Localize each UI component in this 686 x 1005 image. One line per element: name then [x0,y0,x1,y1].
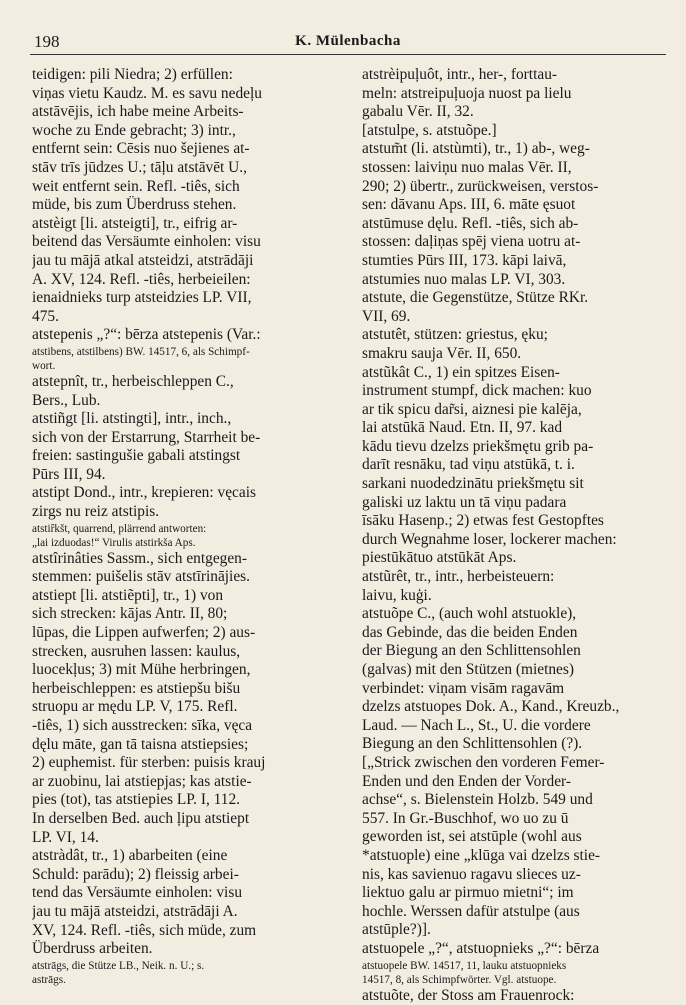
text-line: instrument stumpf, dick machen: kuo [362,382,664,401]
text-line: *atstuople) eine „klūga vai dzelzs stie- [362,847,664,866]
text-line: atstum̃t (li. atstùmti), tr., 1) ab-, weg- [362,140,664,159]
text-line: atstuõpe C., (auch wohl atstuokle), [362,605,664,624]
text-line: Schuld: parādu); 2) fleissig arbei- [32,866,342,885]
text-line: atstūple?)]. [362,921,664,940]
text-line: atstibens, atstilbens) BW. 14517, 6, als Schimpf- [32,345,342,359]
text-line: stemmen: puišelis stāv atstīrinājies. [32,568,342,587]
text-line: [„Strick zwischen den vorderen Femer- [362,754,664,773]
text-line: 557. In Gr.-Buschhof, wo uo zu ū [362,810,664,829]
text-line: lai atstūkā Naud. Etn. II, 97. kad [362,419,664,438]
text-line: atstepenis „?“: bērza atstepenis (Var.: [32,326,342,345]
text-line: atstràdât, tr., 1) abarbeiten (eine [32,847,342,866]
text-line: kādu tievu dzelzs priekšmętu grib pa- [362,438,664,457]
text-line: tend das Versäumte einholen: visu [32,884,342,903]
text-line: weit entfernt sein. Refl. -tiês, sich [32,178,342,197]
text-line: atstepnît, tr., herbeischleppen C., [32,373,342,392]
text-line: teidigen: pili Niedra; 2) erfüllen: [32,66,342,85]
text-line: atstutêt, stützen: griestus, ęku; [362,326,664,345]
text-line: atstute, die Gegenstütze, Stütze RKr. [362,289,664,308]
text-line: atstuõte, der Stoss am Frauenrock: [362,987,664,1005]
text-line: smakru sauja Vēr. II, 650. [362,345,664,364]
text-line: sich strecken: kājas Antr. II, 80; [32,605,342,624]
text-line: entfernt sein: Cēsis nuo šejienes at- [32,140,342,159]
text-line: piestūkātuo atstūkāt Aps. [362,549,664,568]
text-line: gabalu Vēr. II, 32. [362,103,664,122]
text-line: -tiês, 1) sich ausstrecken: sīka, vęca [32,717,342,736]
text-line: dęlu māte, gan tā taisna atstiepsies; [32,736,342,755]
text-line: atstrāgs, die Stütze LB., Neik. n. U.; s. [32,959,342,973]
text-line: liektuo galu ar pirmuo mietni“; im [362,884,664,903]
text-line: In derselben Bed. auch ļipu atstiept [32,810,342,829]
text-line: [atstulpe, s. atstuõpe.] [362,122,664,141]
page-header [30,28,666,55]
text-line: ienaidnieks turp atsteidzies LP. VII, [32,289,342,308]
text-line: müde, bis zum Überdruss stehen. [32,196,342,215]
text-line: ar tik spicu dar̃si, aiznesi pie kalēja, [362,401,664,420]
text-line: atstuopele „?“, atstuopnieks „?“: bērza [362,940,664,959]
text-line: atstiñgt [li. atstingti], intr., inch., [32,410,342,429]
page-number: 198 [34,32,60,52]
text-line: struopu ar mędu LP. V, 175. Refl. [32,698,342,717]
text-line: strecken, ausruhen lassen: kaulus, [32,643,342,662]
text-line: dzelzs atstuopes Dok. A., Kand., Kreuzb., [362,698,664,717]
text-line: luocekļus; 3) mit Mühe herbringen, [32,661,342,680]
text-line: Enden und den Enden der Vorder- [362,773,664,792]
text-line: herbeischleppen: es atstiepšu bišu [32,680,342,699]
text-line: atstiept [li. atstiẽpti], tr., 1) von [32,587,342,606]
text-line: stossen: laiviņu nuo malas Vēr. II, [362,159,664,178]
text-line: jau tu mājā atsteidzi, atstrādāji A. [32,903,342,922]
running-title: K. Mülenbacha [30,33,666,50]
text-line: atstuopele BW. 14517, 11, lauku atstuopnieks [362,959,664,973]
text-line: atstipt Dond., intr., krepieren: vęcais [32,484,342,503]
text-line: geworden ist, sei atstūple (wohl aus [362,828,664,847]
text-line: LP. VI, 14. [32,829,342,848]
text-line: stāv trīs jūdzes U.; tāļu atstāvēt U., [32,159,342,178]
text-line: lūpas, die Lippen aufwerfen; 2) aus- [32,624,342,643]
text-line: galiski uz laktu un tā viņu padara [362,494,664,513]
text-line: durch Wegnahme loser, lockerer machen: [362,531,664,550]
text-line: wort. [32,359,342,373]
text-line: stumties Pūrs III, 173. kāpi laivā, [362,252,664,271]
text-line: Laud. — Nach L., St., U. die vordere [362,717,664,736]
text-line: das Gebinde, das die beiden Enden [362,624,664,643]
text-line: zirgs nu reiz atstipis. [32,503,342,522]
text-line: jau tu mājā atkal atsteidzi, atstrādāji [32,252,342,271]
text-line: atstumies nuo malas LP. VI, 303. [362,271,664,290]
left-column [32,66,342,987]
text-line: viņas vietu Kaudz. M. es savu nedeļu [32,85,342,104]
text-line: atstiȓkšt, quarrend, plärrend antworten: [32,522,342,536]
text-line: atstāvējis, ich habe meine Arbeits- [32,103,342,122]
text-line: atstūmuse dęlu. Refl. -tiês, sich ab- [362,215,664,234]
text-line: nis, kas savienuo ragavu slieces uz- [362,866,664,885]
text-line: 14517, 8, als Schimpfwörter. Vgl. atstuope. [362,973,664,987]
text-line: 475. [32,308,342,327]
text-line: laivu, kuģi. [362,587,664,606]
text-line: sen: dāvanu Aps. III, 6. māte ęsuot [362,196,664,215]
text-line: beitend das Versäumte einholen: visu [32,233,342,252]
text-line: astrāgs. [32,973,342,987]
text-line: Überdruss arbeiten. [32,940,342,959]
text-line: 2) euphemist. für sterben: puisis krauj [32,754,342,773]
text-line: atstrèipuļuôt, intr., her-, forttau- [362,66,664,85]
text-line: darīt resnāku, tad viņu atstūkā, t. i. [362,456,664,475]
text-line: atstũkât C., 1) ein spitzes Eisen- [362,364,664,383]
text-line: freien: sastingušie gabali atstingst [32,447,342,466]
text-line: Bers., Lub. [32,392,342,411]
text-line: sich von der Erstarrung, Starrheit be- [32,429,342,448]
text-line: XV, 124. Refl. -tiês, sich müde, zum [32,922,342,941]
text-line: hochle. Werssen dafür atstulpe (aus [362,903,664,922]
text-line: ar zuobinu, lai atstiepjas; kas atstie- [32,773,342,792]
text-line: Biegung an den Schlittensohlen (?). [362,735,664,754]
text-line: atstũrêt, tr., intr., herbeisteuern: [362,568,664,587]
text-line: pies (tot), tas atstiepies LP. I, 112. [32,791,342,810]
text-line: A. XV, 124. Refl. -tiês, herbeieilen: [32,271,342,290]
text-line: (galvas) mit den Stützen (mietnes) [362,661,664,680]
right-column [362,66,664,1005]
text-line: VII, 69. [362,308,664,327]
text-line: achse“, s. Bielenstein Holzb. 549 und [362,791,664,810]
text-line: atstèigt [li. atsteigti], tr., eifrig ar- [32,215,342,234]
text-line: 290; 2) übertr., zurückweisen, verstos- [362,178,664,197]
text-line: meln: atstreipuļuoja nuost pa lielu [362,85,664,104]
text-line: verbindet: viņam visām ragavām [362,680,664,699]
text-line: „lai izduodas!“ Virulis atstirkša Aps. [32,536,342,550]
text-line: sarkani nuodedzinātu priekšmętu sit [362,475,664,494]
text-line: Pūrs III, 94. [32,466,342,485]
text-line: stossen: daļiņas spēj viena uotru at- [362,233,664,252]
text-line: woche zu Ende gebracht; 3) intr., [32,122,342,141]
text-line: der Biegung an den Schlittensohlen [362,642,664,661]
text-line: īsāku Hasenp.; 2) etwas fest Gestopftes [362,512,664,531]
text-line: atstîrinâties Sassm., sich entgegen- [32,550,342,569]
